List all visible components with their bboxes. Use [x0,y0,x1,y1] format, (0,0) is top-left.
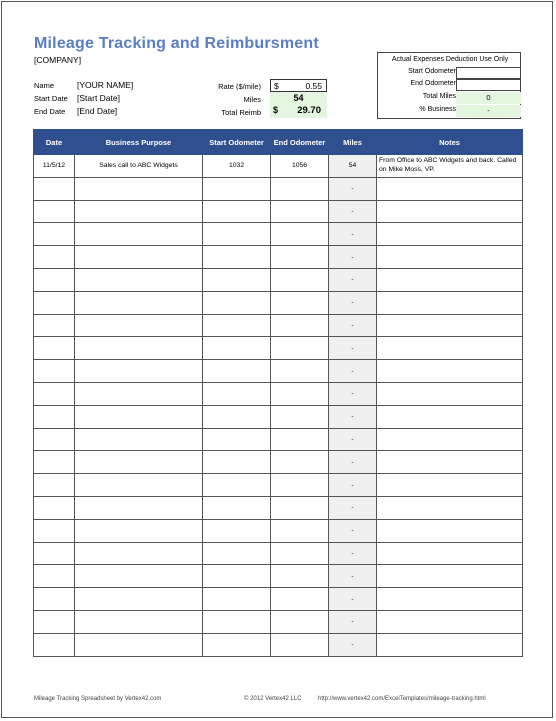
rate-value: 0.55 [305,81,322,91]
end-odometer-cell[interactable] [271,610,329,633]
table-row [34,223,523,246]
start-odometer-cell[interactable] [203,200,271,223]
purpose-cell[interactable] [75,314,203,337]
miles-cell: - [329,588,377,611]
table-row [34,474,523,497]
start-odometer-cell[interactable] [203,588,271,611]
total-reimb-field [270,104,327,118]
name-label: Name [34,81,55,90]
purpose-cell[interactable] [75,360,203,383]
total-reimb-label: Total Reimb [221,108,261,117]
table-row [34,200,523,223]
rate-currency: $ [274,81,279,91]
table-row [34,542,523,565]
date-cell[interactable] [34,633,75,656]
footer-center: © 2012 Vertex42 LLC [244,696,302,702]
purpose-cell[interactable] [75,382,203,405]
start-odometer-cell[interactable] [203,565,271,588]
purpose-cell[interactable] [75,428,203,451]
notes-cell[interactable] [377,268,523,291]
start-odometer-cell[interactable] [203,268,271,291]
miles-cell: - [329,337,377,360]
start-odometer-row [378,67,522,79]
end-odometer-cell[interactable] [271,428,329,451]
miles-cell: - [329,451,377,474]
table-row [34,428,523,451]
start-odometer-cell[interactable] [203,177,271,200]
rate-label: Rate ($/mile) [218,82,261,91]
miles-cell: - [329,177,377,200]
table-row [34,405,523,428]
end-odometer-cell[interactable] [271,496,329,519]
business-percent-value: - [456,105,521,117]
purpose-cell[interactable] [75,633,203,656]
purpose-cell[interactable] [75,223,203,246]
header-end-odometer: End Odometer [271,130,329,155]
notes-cell[interactable] [377,291,523,314]
business-percent-label: % Business [419,106,456,113]
end-odometer-field[interactable] [456,79,521,91]
end-odometer-cell[interactable] [271,268,329,291]
date-cell[interactable] [34,405,75,428]
purpose-cell[interactable] [75,200,203,223]
end-odometer-cell[interactable] [271,314,329,337]
purpose-cell[interactable] [75,474,203,497]
notes-cell[interactable] [377,519,523,542]
table-row [34,360,523,383]
purpose-cell[interactable] [75,588,203,611]
start-odometer-cell[interactable] [203,451,271,474]
end-date-label: End Date [34,107,66,116]
date-cell[interactable] [34,291,75,314]
table-row [34,268,523,291]
start-odometer-cell[interactable] [203,246,271,269]
end-odometer-label: End Odometer [410,80,456,87]
table-row [34,588,523,611]
footer-url-link[interactable]: http://www.vertex42.com/ExcelTemplates/mileage-tracking.html [318,696,486,702]
end-odometer-cell[interactable] [271,565,329,588]
date-cell[interactable] [34,360,75,383]
purpose-cell[interactable] [75,177,203,200]
end-odometer-cell[interactable] [271,588,329,611]
notes-cell[interactable] [377,200,523,223]
notes-cell[interactable] [377,542,523,565]
miles-cell: - [329,360,377,383]
purpose-cell[interactable] [75,268,203,291]
miles-cell: - [329,314,377,337]
purpose-cell[interactable] [75,246,203,269]
end-odometer-cell[interactable] [271,291,329,314]
purpose-cell[interactable] [75,451,203,474]
notes-cell[interactable]: From Office to ABC Widgets and back. Called on Mike Moss, VP. [377,155,523,178]
date-cell[interactable] [34,268,75,291]
purpose-cell[interactable] [75,496,203,519]
start-odometer-cell[interactable] [203,496,271,519]
date-cell[interactable]: 11/5/12 [34,155,75,178]
end-odometer-cell[interactable] [271,177,329,200]
side-total-miles-row [378,92,522,104]
notes-cell[interactable] [377,610,523,633]
start-odometer-cell[interactable] [203,633,271,656]
miles-cell: - [329,496,377,519]
start-odometer-cell[interactable] [203,542,271,565]
actual-expenses-box [377,52,521,119]
total-miles-value: 54 [270,92,327,105]
miles-cell: - [329,405,377,428]
start-odometer-cell[interactable] [203,610,271,633]
start-odometer-cell[interactable] [203,474,271,497]
date-cell[interactable] [34,496,75,519]
purpose-cell[interactable]: Sales call to ABC Widgets [75,155,203,178]
notes-cell[interactable] [377,405,523,428]
miles-cell: - [329,268,377,291]
notes-cell[interactable] [377,314,523,337]
table-row [34,177,523,200]
notes-cell[interactable] [377,337,523,360]
end-odometer-cell[interactable] [271,246,329,269]
purpose-cell[interactable] [75,542,203,565]
table-row [34,155,523,178]
date-cell[interactable] [34,588,75,611]
reimb-currency: $ [273,105,279,115]
notes-cell[interactable] [377,223,523,246]
start-odometer-label: Start Odometer [408,68,456,75]
table-row [34,451,523,474]
notes-cell[interactable] [377,177,523,200]
table-header-row [34,130,523,155]
miles-cell: - [329,565,377,588]
date-cell[interactable] [34,246,75,269]
company-name[interactable]: [COMPANY] [34,55,82,65]
miles-cell: - [329,382,377,405]
end-date-field[interactable]: [End Date] [77,106,118,116]
start-date-field[interactable]: [Start Date] [77,93,120,103]
miles-cell: - [329,633,377,656]
header-date: Date [34,130,75,155]
reimb-value: 29.70 [297,105,321,116]
start-odometer-cell[interactable] [203,360,271,383]
miles-cell: - [329,200,377,223]
miles-cell: - [329,291,377,314]
business-percent-row [378,105,522,117]
page-title: Mileage Tracking and Reimbursment [34,35,319,52]
date-cell[interactable] [34,223,75,246]
name-field[interactable]: [YOUR NAME] [77,80,134,90]
end-odometer-cell[interactable] [271,382,329,405]
end-odometer-row [378,79,522,91]
purpose-cell[interactable] [75,337,203,360]
notes-cell[interactable] [377,474,523,497]
end-odometer-cell[interactable] [271,360,329,383]
purpose-cell[interactable] [75,519,203,542]
purpose-cell[interactable] [75,610,203,633]
notes-cell[interactable] [377,382,523,405]
end-odometer-cell[interactable] [271,474,329,497]
notes-cell[interactable] [377,633,523,656]
end-odometer-cell[interactable] [271,405,329,428]
miles-cell: - [329,610,377,633]
side-total-miles-value: 0 [456,92,521,104]
end-odometer-cell[interactable] [271,200,329,223]
start-odometer-cell[interactable] [203,291,271,314]
table-row [34,610,523,633]
table-row [34,565,523,588]
date-cell[interactable] [34,474,75,497]
start-odometer-field[interactable] [456,67,521,79]
side-total-miles-label: Total Miles [422,93,456,100]
purpose-cell[interactable] [75,565,203,588]
notes-cell[interactable] [377,451,523,474]
footer-left: Mileage Tracking Spreadsheet by Vertex42.com [34,696,162,702]
header-miles: Miles [329,130,377,155]
start-odometer-cell[interactable] [203,337,271,360]
header-business-purpose: Business Purpose [75,130,203,155]
miles-cell: - [329,428,377,451]
date-cell[interactable] [34,337,75,360]
date-cell[interactable] [34,565,75,588]
rate-field[interactable] [270,79,327,92]
table-row [34,382,523,405]
start-odometer-cell[interactable] [203,519,271,542]
table-row [34,496,523,519]
notes-cell[interactable] [377,588,523,611]
header-notes: Notes [377,130,523,155]
table-row [34,519,523,542]
date-cell[interactable] [34,610,75,633]
start-odometer-cell[interactable] [203,382,271,405]
date-cell[interactable] [34,542,75,565]
miles-cell: - [329,519,377,542]
start-odometer-cell[interactable] [203,428,271,451]
purpose-cell[interactable] [75,291,203,314]
start-odometer-cell[interactable] [203,314,271,337]
miles-label: Miles [243,95,261,104]
purpose-cell[interactable] [75,405,203,428]
end-odometer-cell[interactable] [271,451,329,474]
end-odometer-cell[interactable] [271,519,329,542]
date-cell[interactable] [34,519,75,542]
start-odometer-cell[interactable] [203,223,271,246]
end-odometer-cell[interactable] [271,223,329,246]
date-cell[interactable] [34,200,75,223]
start-odometer-cell[interactable] [203,405,271,428]
notes-cell[interactable] [377,428,523,451]
end-odometer-cell[interactable] [271,542,329,565]
actual-expenses-title: Actual Expenses Deduction Use Only [391,56,509,63]
miles-cell: - [329,474,377,497]
table-row [34,633,523,656]
notes-cell[interactable] [377,360,523,383]
notes-cell[interactable] [377,496,523,519]
miles-cell: - [329,223,377,246]
miles-cell: - [329,542,377,565]
table-row [34,337,523,360]
mileage-log-table [33,129,523,657]
end-odometer-cell[interactable] [271,337,329,360]
notes-cell[interactable] [377,246,523,269]
date-cell[interactable] [34,177,75,200]
end-odometer-cell[interactable]: 1056 [271,155,329,178]
miles-cell: 54 [329,155,377,178]
notes-cell[interactable] [377,565,523,588]
miles-cell: - [329,246,377,269]
date-cell[interactable] [34,382,75,405]
header-start-odometer: Start Odometer [203,130,271,155]
start-date-label: Start Date [34,94,68,103]
table-row [34,291,523,314]
table-row [34,246,523,269]
date-cell[interactable] [34,314,75,337]
date-cell[interactable] [34,428,75,451]
date-cell[interactable] [34,451,75,474]
start-odometer-cell[interactable]: 1032 [203,155,271,178]
end-odometer-cell[interactable] [271,633,329,656]
table-row [34,314,523,337]
